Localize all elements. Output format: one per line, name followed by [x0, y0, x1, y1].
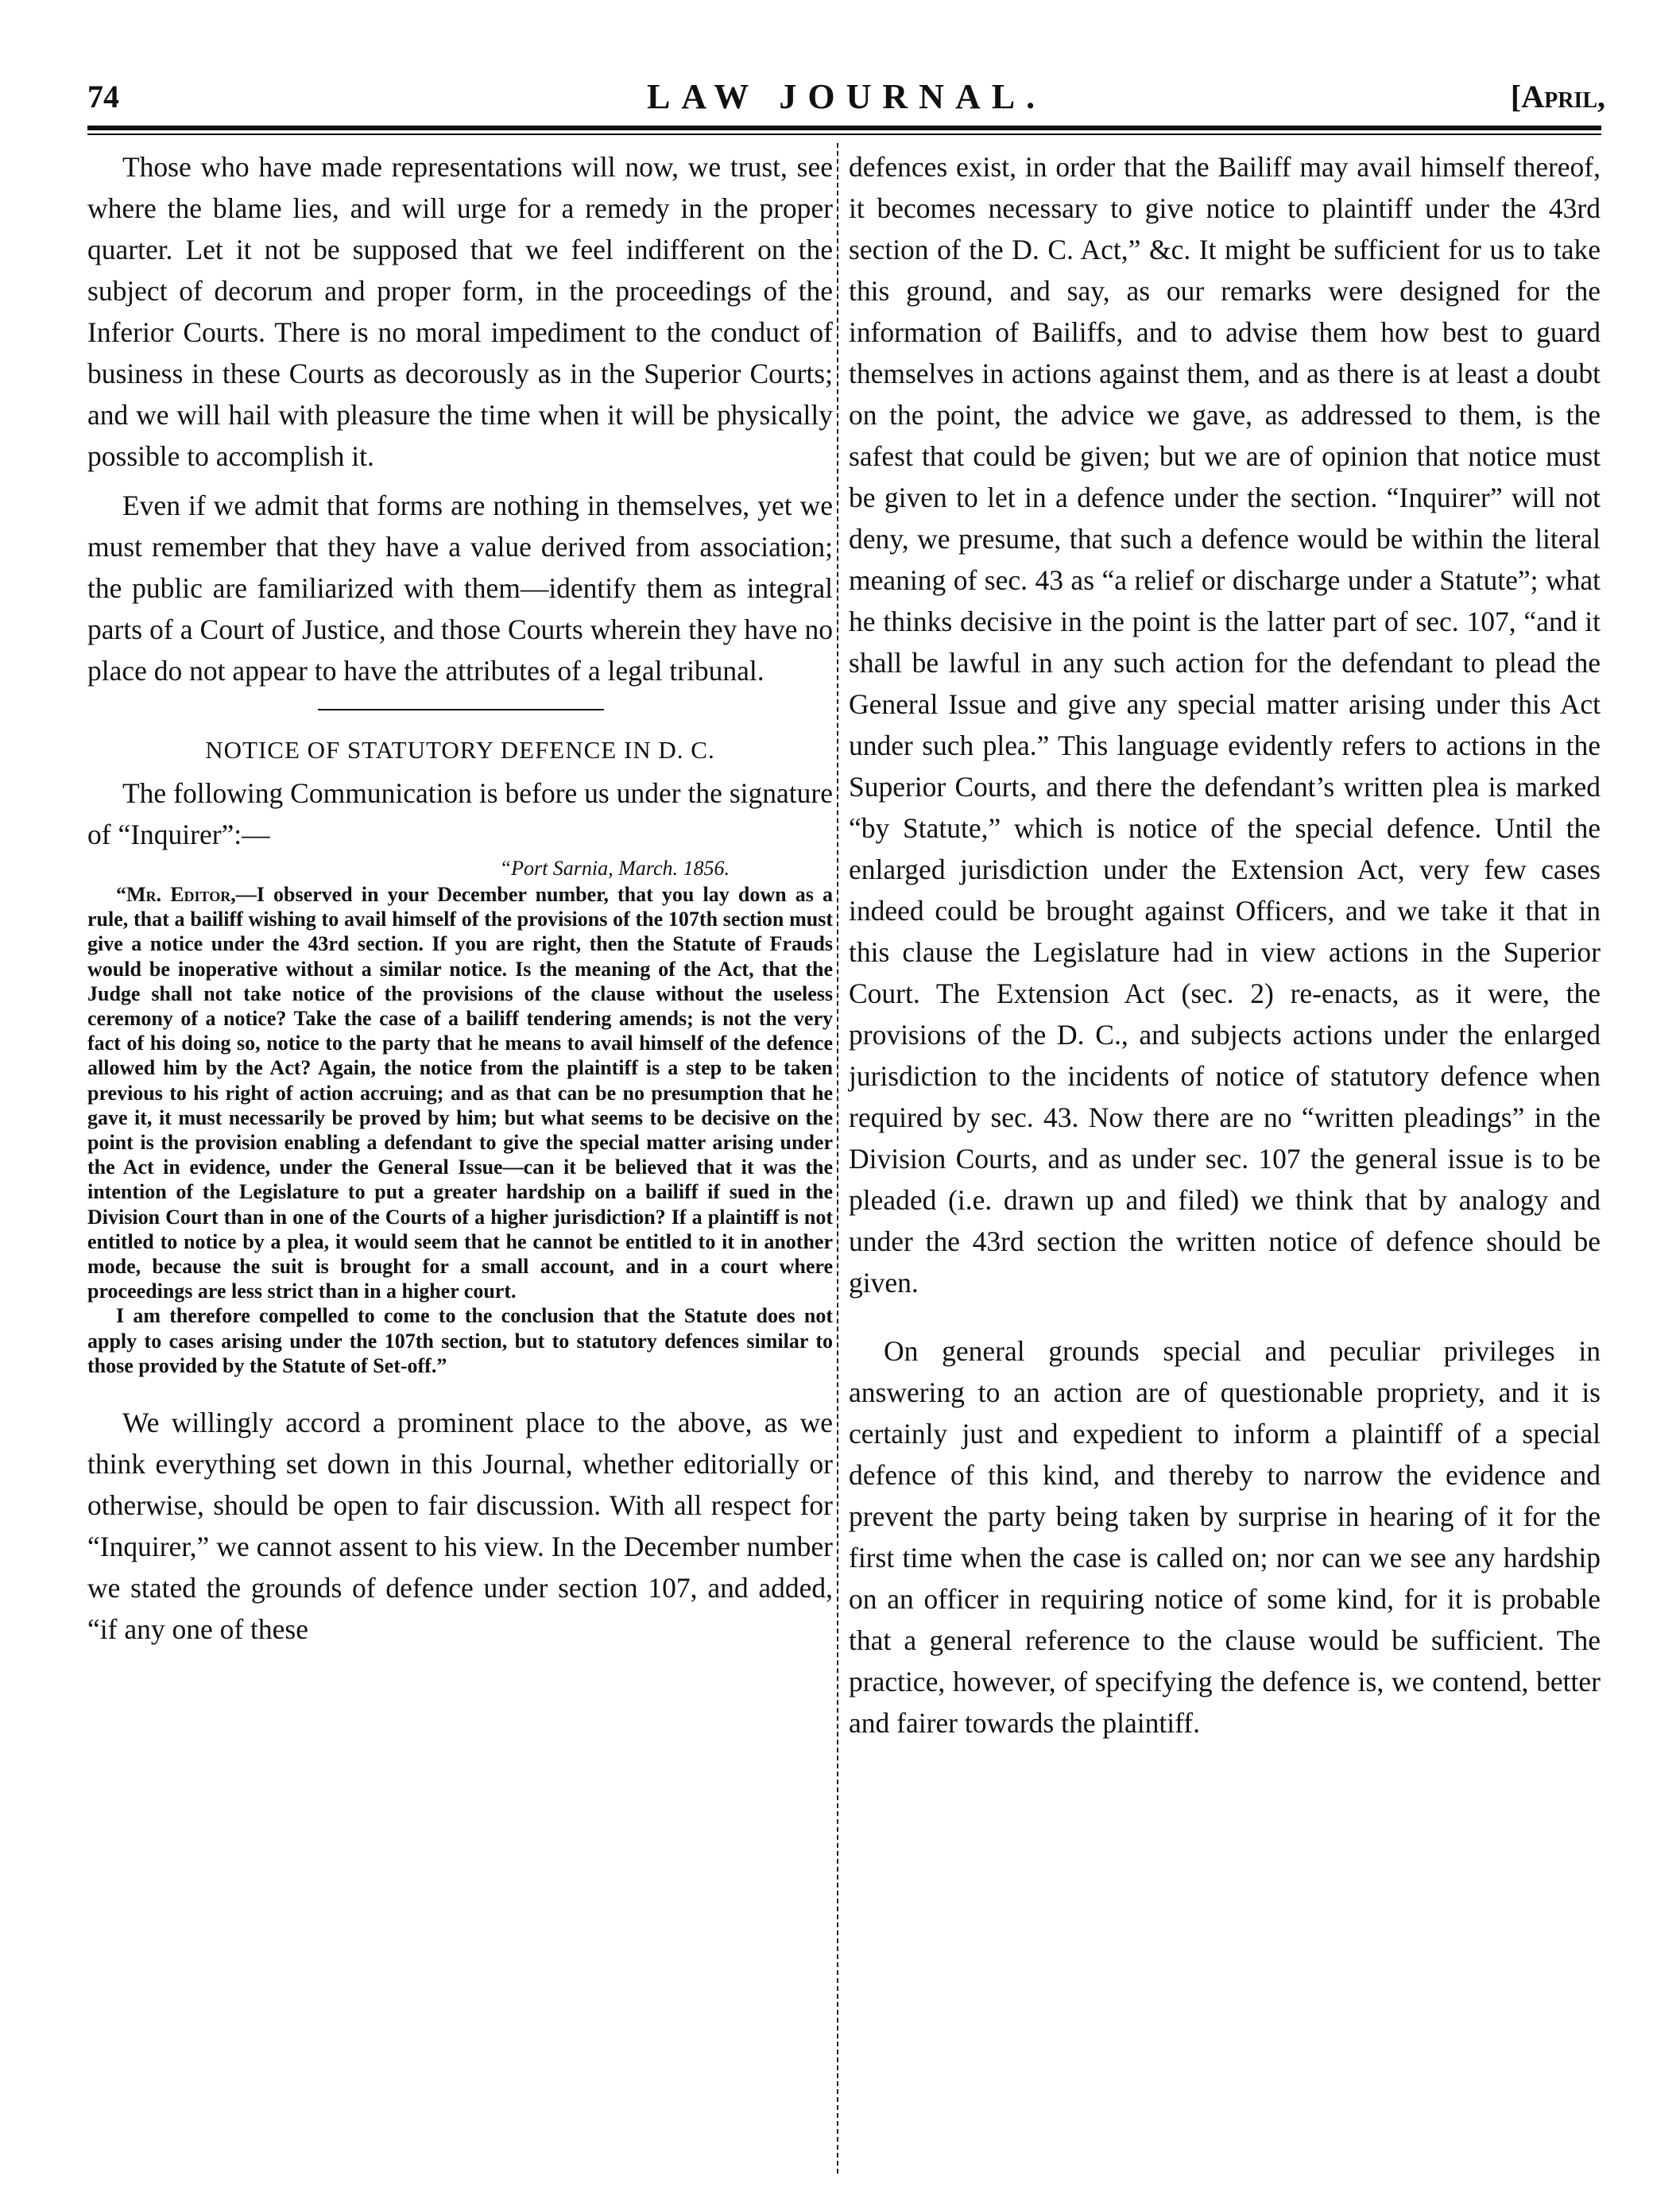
- header-rule-thick: [87, 126, 1601, 130]
- left-paragraph-3: We willingly accord a prominent place to the above, as we think everything set down in this Journal, whether editorially or otherwise, should be open to fair discussion. With all respect for “Inquirer,” we cannot assent to his view. In the December number we stated the grounds of defence under section 107, and added, “if any one of these: [87, 1407, 833, 1646]
- column-divider: [837, 143, 838, 2174]
- letter-paragraph-1: [87, 882, 833, 1303]
- right-paragraph-2: On general grounds special and peculiar privileges in answering to an action are of questionable propriety, and it is certainly just and expedient to inform a plaintiff of a special defence of this kind, and thereby to narrow the evidence and prevent the party being taken by surprise in hearing of it for the first time when the case is called on; nor can we see any hardship on an officer in requiring notice of some kind, for it is probable that a general reference to the clause would be sufficient. The practice, however, of specifying the defence is, we contend, better and fairer towards the plaintiff.: [849, 1335, 1601, 1739]
- section-heading: NOTICE OF STATUTORY DEFENCE IN D. C.: [205, 736, 715, 764]
- page-number: 74: [87, 79, 119, 114]
- left-column: [87, 146, 833, 1650]
- left-paragraph-1: Those who have made representations will now, we trust, see where the blame lies, and will urge for a remedy in the proper quarter. Let it not be supposed that we feel indifferent on the subject of decorum and proper form, in the proceedings of the Inferior Courts. There is no moral impediment to the conduct of business in these Courts as decorously as in the Superior Courts; and we will hail with pleasure the time when it will be physically possible to accomplish it.: [87, 151, 833, 472]
- communication-intro: The following Communication is before us under the signature of “Inquirer”:—: [87, 777, 833, 850]
- section-divider-line: [318, 709, 604, 710]
- running-month: [April,: [1510, 79, 1605, 114]
- right-paragraph-1: defences exist, in order that the Bailiff may avail himself thereof, it becomes necessary to give notice to plaintiff under the 43rd section of the D. C. Act,” &c. It might be sufficient for us to take this ground, and say, as our remarks were designed for the information of Bailiffs, and to advise them how best to guard themselves in actions against them, and as there is at least a doubt on the point, the advice we gave, as addressed to them, is the safest that could be given; but we are of opinion that notice must be given to let in a defence under the section. “Inquirer” will not deny, we presume, that such a defence would be within the literal meaning of sec. 43 as “a relief or discharge under a Statute”; what he thinks decisive in the point is the latter part of sec. 107, “and it shall be lawful in any such action for the defendant to plead the General Issue and give any special matter arising under this Act under such plea.” This language evidently refers to actions in the Superior Courts, and there the defendant’s written plea is marked “by Statute,” which is notice of the special defence. Until the enlarged jurisdiction under the Extension Act, very few cases indeed could be brought against Officers, and we take it that in this clause the Legislature had in view actions in the Superior Court. The Extension Act (sec. 2) re-enacts, as it were, the provisions of the D. C., and subjects actions under the enlarged jurisdiction to the incidents of notice of statutory defence when required by sec. 43. Now there are no “written pleadings” in the Division Courts, and as under sec. 107 the general issue is to be pleaded (i.e. drawn up and filed) we think that by analogy and under the 43rd section the written notice of defence should be given.: [849, 151, 1601, 1299]
- letter-paragraph-1-text: —I observed in your December number, that you lay down as a rule, that a bailiff wishing to avail himself of the provisions of the 107th section must give a notice under the 43rd section. If you are right, then the Statute of Frauds would be inoperative without a similar notice. Is the meaning of the Act, that the Judge shall not take notice of the provisions of the clause without the useless ceremony of a notice? Take the case of a bailiff tendering amends; is not the very fact of his doing so, notice to the party that he means to avail himself of the defence allowed him by the Act? Again, the notice from the plaintiff is a step to be taken previous to his right of action accruing; and as that can be no presumption that he gave it, it must necessarily be proved by him; but what seems to be decisive on the point is the provision enabling a defendant to give the special matter arising under the Act in evidence, under the General Issue—can it be believed that it was the intention of the Legislature to put a greater hardship on a bailiff if sued in the Division Court than in one of the Courts of a higher jurisdiction? If a plaintiff is not entitled to notice by a plea, it would seem that he cannot be entitled to it in another mode, because the suit is brought for a small account, and in a court where proceedings are less strict than in a higher court.: [87, 883, 833, 1303]
- running-head: [87, 73, 1605, 129]
- letter-dateline: “Port Sarnia, March. 1856.: [499, 857, 730, 880]
- right-column: [849, 146, 1601, 1744]
- letter-paragraph-2: I am therefore compelled to come to the conclusion that the Statute does not apply to cases arising under the 107th section, but to statutory defences similar to those provided by the Statute of Set-off.”: [87, 1304, 833, 1377]
- section-divider: [87, 691, 833, 726]
- header-rule-thin: [87, 134, 1601, 135]
- journal-title: LAW JOURNAL.: [646, 77, 1047, 116]
- letter-salutation: “Mr. Editor,: [116, 883, 236, 906]
- left-paragraph-2: Even if we admit that forms are nothing in themselves, yet we must remember that they have a value derived from association; the public are familiarized with them—identify them as integral parts of a Court of Justice, and those Courts wherein they have no place do not appear to have the attributes of a legal tribunal.: [87, 490, 833, 687]
